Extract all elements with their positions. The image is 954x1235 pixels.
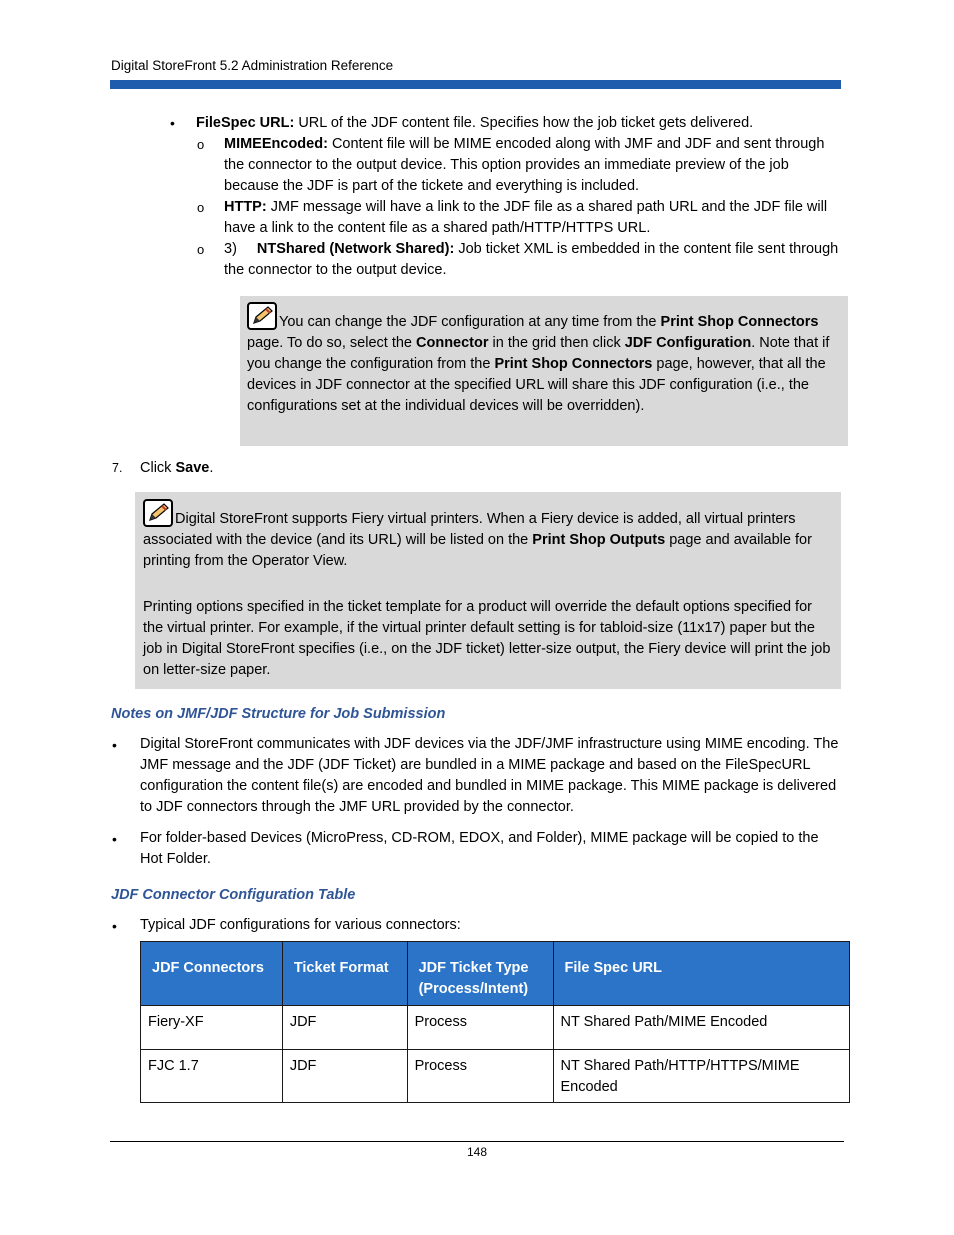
table-row [141, 1050, 850, 1103]
sub-item-http [224, 197, 846, 239]
table-cell: NT Shared Path/HTTP/HTTPS/MIME Encoded [553, 1050, 850, 1103]
bullet-dot-icon: • [112, 737, 117, 753]
column-header: File Spec URL [553, 942, 850, 1006]
section-heading: JDF Connector Configuration Table [111, 887, 356, 903]
pencil-note-icon [143, 499, 173, 527]
pencil-note-icon [247, 302, 277, 330]
sub-item-mime [224, 134, 846, 197]
note-text: Digital StoreFront supports Fiery virtual printers. When a Fiery device is added, all virtual printers associated with the device (and its URL) will be listed on the Print Shop Outputs page and available for printing from the Operator View. [143, 499, 833, 572]
table-header-row [141, 942, 850, 1006]
circle-o-icon: o [197, 242, 205, 257]
table-cell: Process [407, 1006, 553, 1050]
column-header: JDF Ticket Type (Process/Intent) [407, 942, 553, 1006]
filespec-item [196, 113, 846, 134]
table-cell: JDF [282, 1050, 407, 1103]
sub-label: HTTP: [224, 199, 267, 215]
sub-label: NTShared (Network Shared): [256, 241, 455, 257]
circle-o-icon: o [197, 200, 205, 215]
list-item: Digital StoreFront communicates with JDF devices via the JDF/JMF infrastructure using MIME encoding. The JMF message and the JDF (JDF Ticket) are bundled in a MIME package and based on the FileSpecURL configuration the content file(s) are encoded and bundled in MIME package. This MIME package is delivered to JDF connectors through the JMF URL provided by the connector. [140, 736, 839, 815]
bullet-dot-icon: • [112, 918, 117, 934]
page-number: 148 [466, 1145, 488, 1159]
section-heading: Notes on JMF/JDF Structure for Job Submission [111, 706, 446, 722]
step-text: Click Save. [140, 460, 214, 476]
jdf-config-table [140, 941, 850, 1103]
bullet-dot-icon: • [112, 831, 117, 847]
note-box [240, 296, 848, 446]
column-header: JDF Connectors [141, 942, 283, 1006]
running-header: Digital StoreFront 5.2 Administration Reference [111, 58, 394, 73]
filespec-label: FileSpec URL: [196, 115, 295, 131]
sub-text: Content file will be MIME encoded along with JMF and JDF and sent through the connector to the output device. This option provides an immediate preview of the job because the JDF is part of the tickete and everything is included. [224, 136, 825, 194]
bullet-dot-icon: • [170, 115, 175, 131]
header-rule [110, 80, 841, 89]
table-cell: JDF [282, 1006, 407, 1050]
table-cell: Process [407, 1050, 553, 1103]
table-cell: FJC 1.7 [141, 1050, 283, 1103]
note-box [135, 492, 841, 689]
step-number: 7. [112, 461, 123, 475]
sub-text: Job ticket XML is embedded in the content file sent through the connector to the output device. [224, 241, 839, 278]
circle-o-icon: o [197, 137, 205, 152]
table-cell: Fiery-XF [141, 1006, 283, 1050]
list-item: Typical JDF configurations for various connectors: [140, 917, 461, 933]
table-row [141, 1006, 850, 1050]
note-paragraph: Printing options specified in the ticket template for a product will override the default options specified for the virtual printer. For example, if the virtual printer default setting is for tabloid-size (11x17) paper but the job in Digital StoreFront specifies (i.e., on the JDF ticket) letter-size output, the Fiery device will print the job on letter-size paper. [143, 599, 831, 678]
sub-prefix: 3) [224, 241, 237, 257]
list-item: For folder-based Devices (MicroPress, CD-ROM, EDOX, and Folder), MIME package will be copied to the Hot Folder. [140, 830, 819, 867]
sub-label: MIMEEncoded: [224, 136, 328, 152]
filespec-text: URL of the JDF content file. Specifies how the job ticket gets delivered. [294, 115, 754, 131]
note-text: You can change the JDF configuration at any time from the Print Shop Connectors page. To do so, select the Connector in the grid then click JDF Configuration. Note that if you change the configuration from the Print Shop Connectors page, however, that all the devices in JDF connector at the specified URL will share this JDF configuration (i.e., the configurations set at the individual devices will be overridden). [247, 302, 841, 417]
table-cell: NT Shared Path/MIME Encoded [553, 1006, 850, 1050]
column-header: Ticket Format [282, 942, 407, 1006]
sub-text: JMF message will have a link to the JDF file as a shared path URL and the JDF file will have a link to the content file as a shared path/HTTP/HTTPS URL. [224, 199, 828, 236]
sub-item-ntshared [224, 239, 846, 281]
